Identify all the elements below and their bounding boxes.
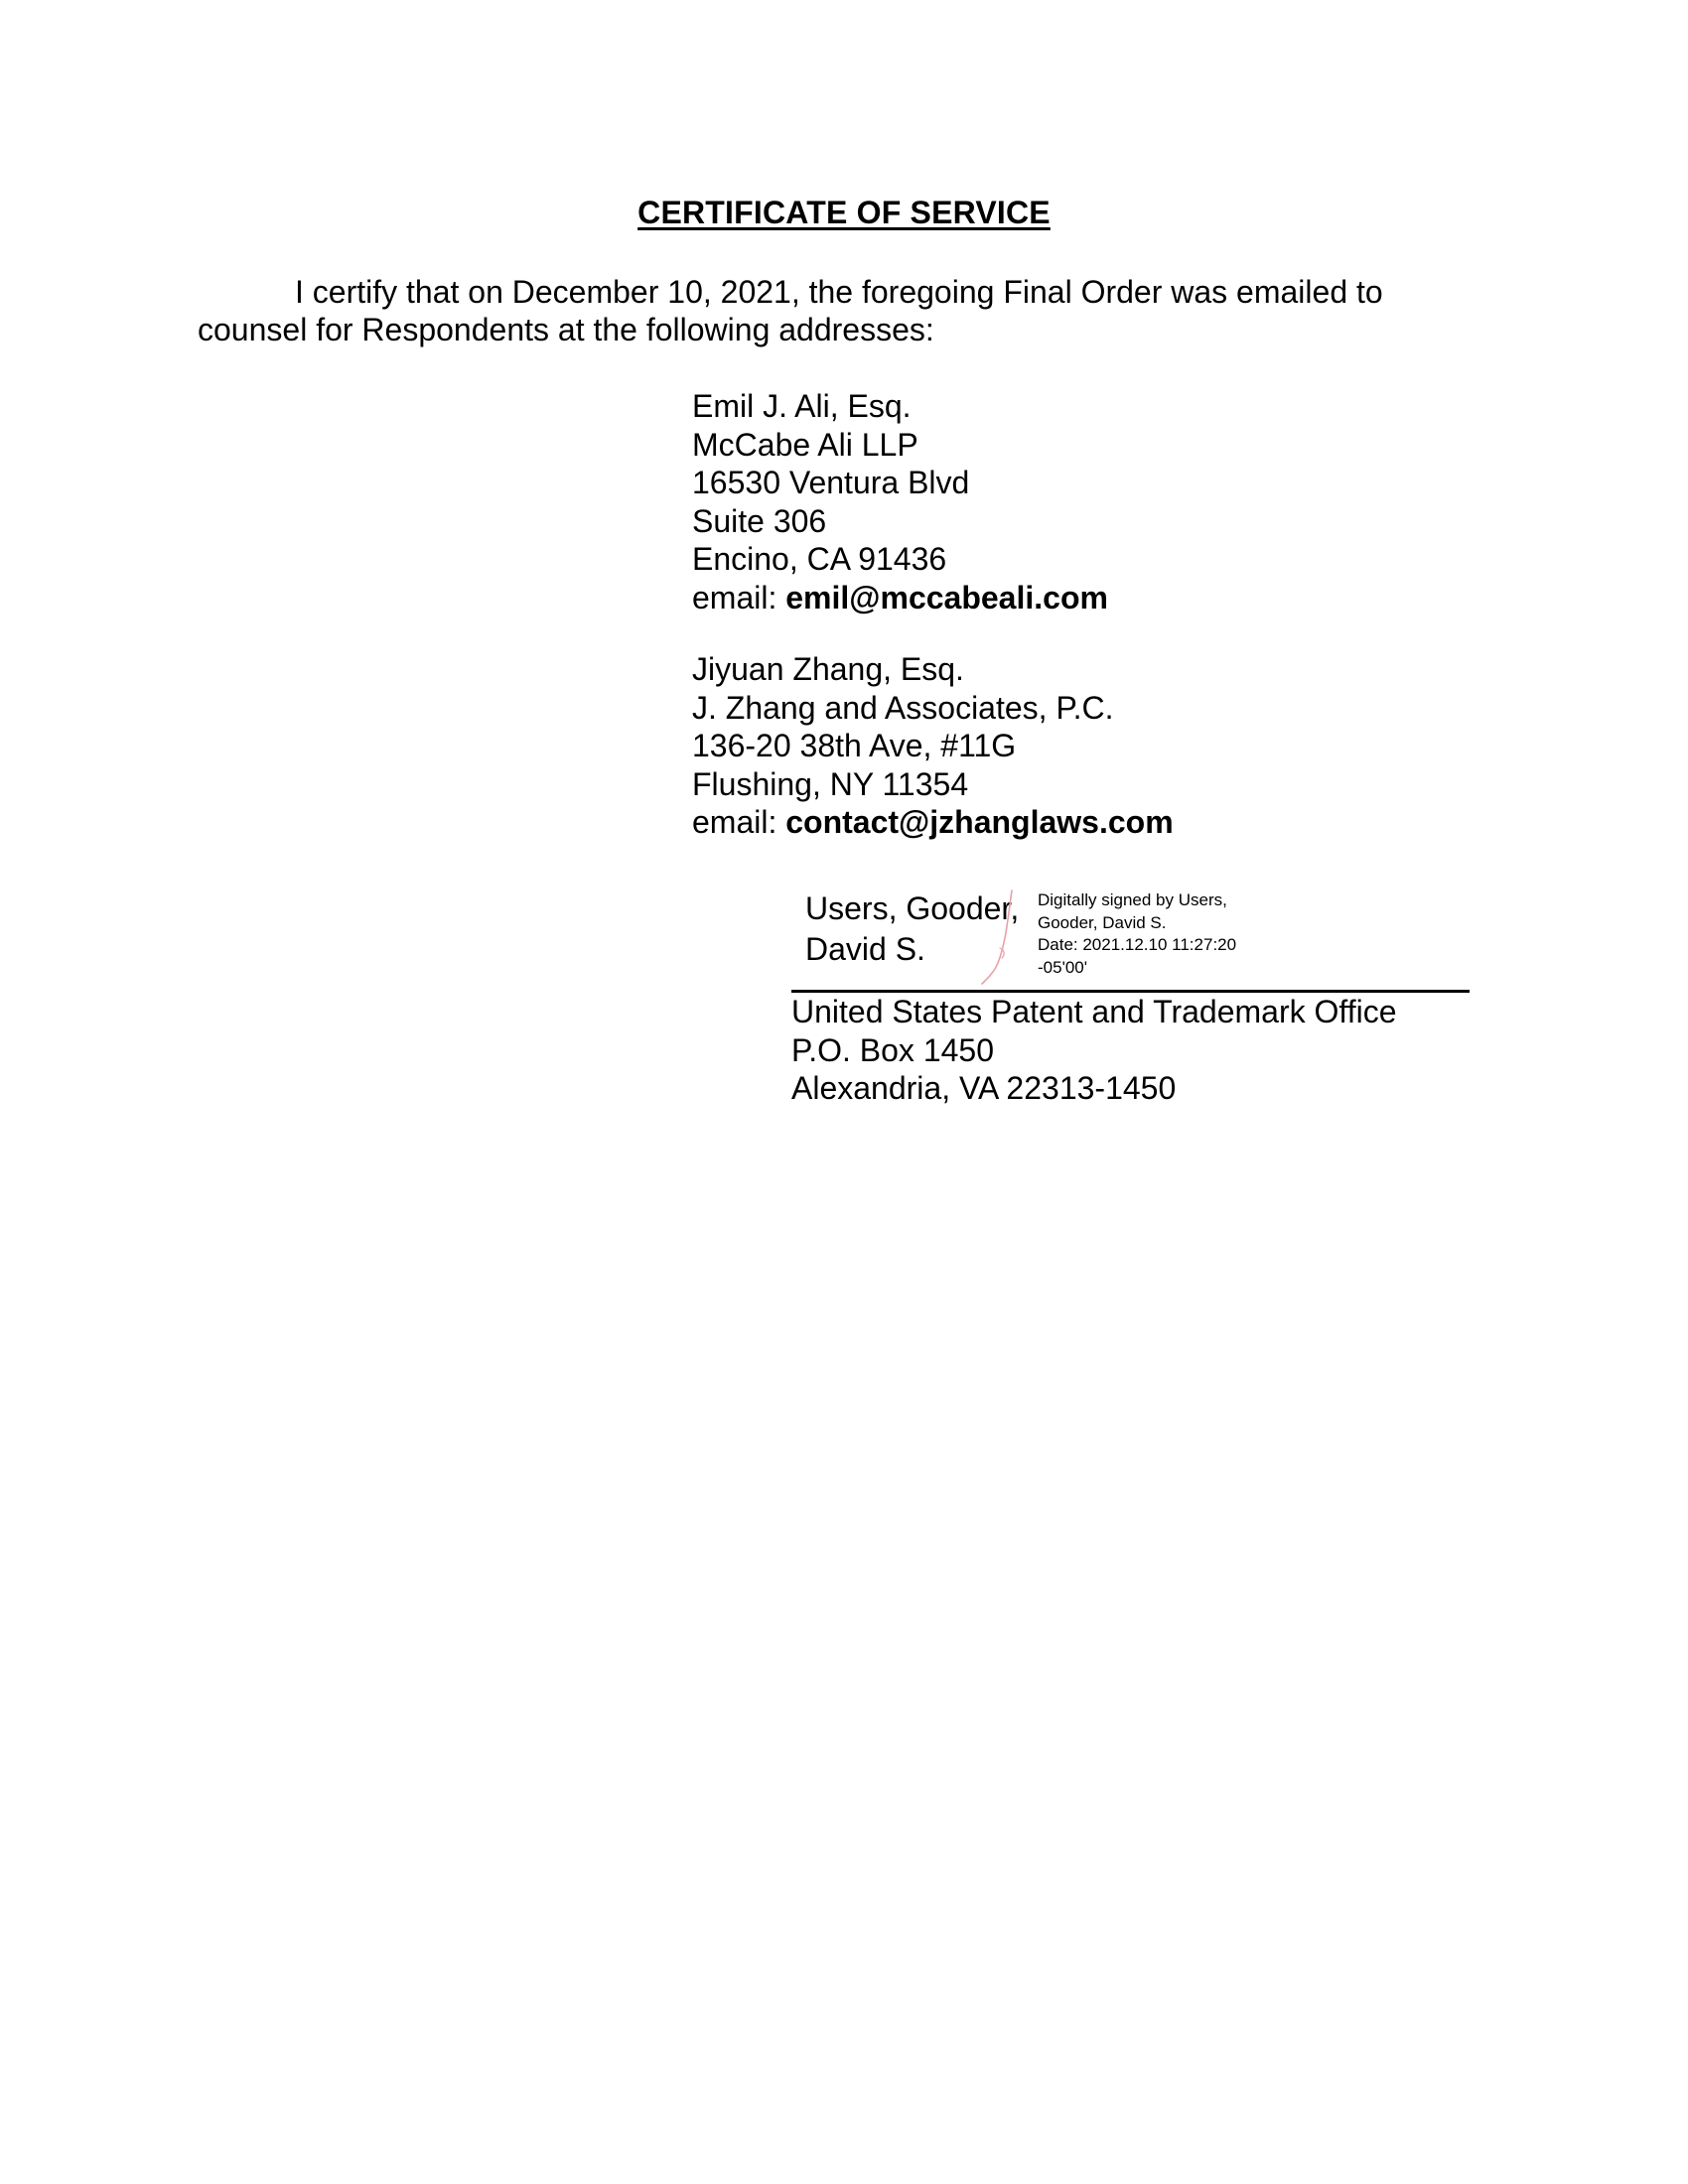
recipient-firm: McCabe Ali LLP (692, 426, 918, 463)
signature-mark-icon (978, 888, 1028, 988)
signature-detail-line: -05'00' (1038, 957, 1087, 977)
recipient-email: emil@mccabeali.com (785, 579, 1108, 615)
office-name: United States Patent and Trademark Office (791, 994, 1397, 1029)
office-po-box: P.O. Box 1450 (791, 1031, 994, 1068)
recipient-name: Jiyuan Zhang, Esq. (692, 651, 964, 687)
recipient-street: 16530 Ventura Blvd (692, 465, 970, 500)
signature-details (1038, 889, 1236, 979)
recipient-street: 136-20 38th Ave, #11G (692, 728, 1017, 763)
signature-detail-line: Digitally signed by Users, (1038, 890, 1227, 909)
signer-name-line-2: David S. (805, 931, 925, 967)
recipient-suite: Suite 306 (692, 502, 827, 539)
recipient-email-line (692, 803, 1174, 842)
recipient-email-line (692, 579, 1108, 617)
recipient-city-line: Encino, CA 91436 (692, 541, 947, 577)
recipient-city-line: Flushing, NY 11354 (692, 765, 969, 802)
recipient-address-2 (692, 650, 1174, 842)
signer-name-line-1: Users, Gooder, (805, 890, 1020, 926)
recipient-name: Emil J. Ali, Esq. (692, 388, 912, 424)
certificate-title: CERTIFICATE OF SERVICE (637, 195, 1051, 230)
certification-statement: I certify that on December 10, 2021, the foregoing Final Order was emailed to counsel for Respondents at the following addresses: (198, 274, 1383, 347)
office-address (791, 993, 1397, 1108)
recipient-firm: J. Zhang and Associates, P.C. (692, 689, 1114, 726)
email-label: email: (692, 804, 777, 840)
recipient-address-1 (692, 387, 1108, 616)
signature-detail-line: Date: 2021.12.10 11:27:20 (1038, 935, 1237, 954)
signature-detail-line: Gooder, David S. (1038, 912, 1167, 932)
digital-signature (789, 888, 1475, 988)
email-label: email: (692, 579, 777, 615)
signature-stroke (982, 890, 1012, 984)
office-city-line: Alexandria, VA 22313-1450 (791, 1070, 1177, 1106)
recipient-email: contact@jzhanglaws.com (785, 804, 1174, 840)
